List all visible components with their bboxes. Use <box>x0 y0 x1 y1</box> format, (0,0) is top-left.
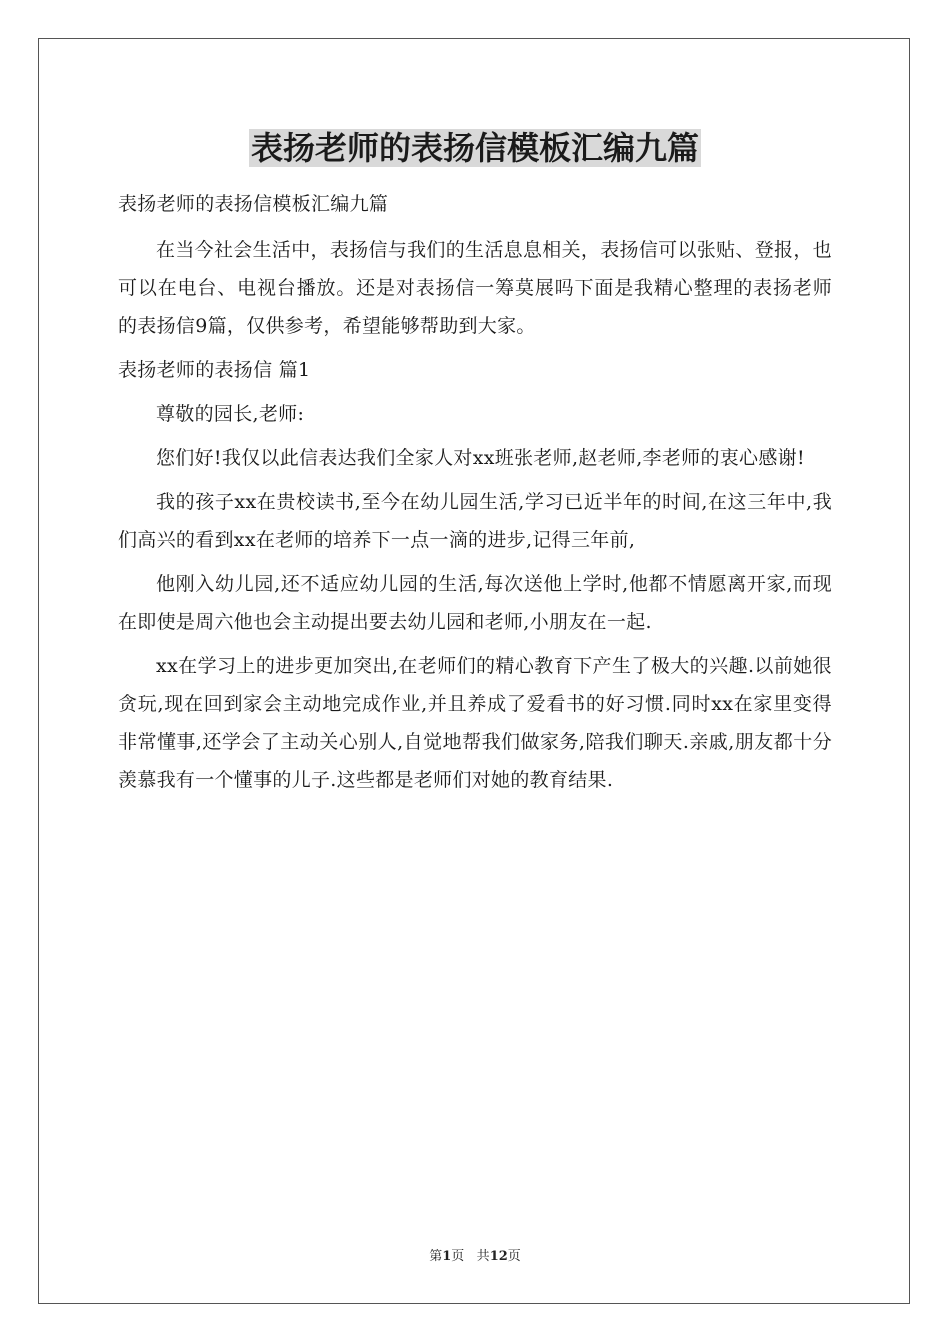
document-body <box>118 185 832 799</box>
footer-page-word: 页 <box>451 1249 465 1264</box>
section-heading: 表扬老师的表扬信 篇1 <box>118 359 311 381</box>
document-title-text: 表扬老师的表扬信模板汇编九篇 <box>250 129 699 167</box>
subtitle-line: 表扬老师的表扬信模板汇编九篇 <box>118 193 389 215</box>
document-title <box>0 124 950 172</box>
body-paragraph: 他刚入幼儿园,还不适应幼儿园的生活,每次送他上学时,他都不情愿离开家,而现在即使是周六他也会主动提出要去幼儿园和老师,小朋友在一起. <box>118 573 832 633</box>
footer-total-suffix: 页 <box>507 1249 521 1264</box>
intro-paragraph: 在当今社会生活中，表扬信与我们的生活息息相关，表扬信可以张贴、登报，也可以在电台、电视台播放。还是对表扬信一筹莫展吗下面是我精心整理的表扬老师的表扬信9篇，仅供参考，希望能够帮助到大家。 <box>118 239 832 337</box>
salutation: 尊敬的园长,老师: <box>156 403 305 425</box>
footer-current-page: 1 <box>442 1249 452 1264</box>
page-footer <box>0 1245 950 1264</box>
body-paragraph: 我的孩子xx在贵校读书,至今在幼儿园生活,学习已近半年的时间,在这三年中,我们高兴的看到xx在老师的培养下一点一滴的进步,记得三年前, <box>118 491 832 551</box>
body-paragraph: xx在学习上的进步更加突出,在老师们的精心教育下产生了极大的兴趣.以前她很贪玩,现在回到家会主动地完成作业,并且养成了爱看书的好习惯.同时xx在家里变得非常懂事,还学会了主动关心别人,自觉地帮我们做家务,陪我们聊天.亲戚,朋友都十分羡慕我有一个懂事的儿子.这些都是老师们对她的教育结果. <box>118 655 832 791</box>
body-paragraph: 您们好!我仅以此信表达我们全家人对xx班张老师,赵老师,李老师的衷心感谢! <box>156 447 805 469</box>
footer-total-pages: 12 <box>489 1249 508 1264</box>
footer-prefix: 第 <box>429 1249 443 1264</box>
footer-total-prefix: 共 <box>476 1249 490 1264</box>
